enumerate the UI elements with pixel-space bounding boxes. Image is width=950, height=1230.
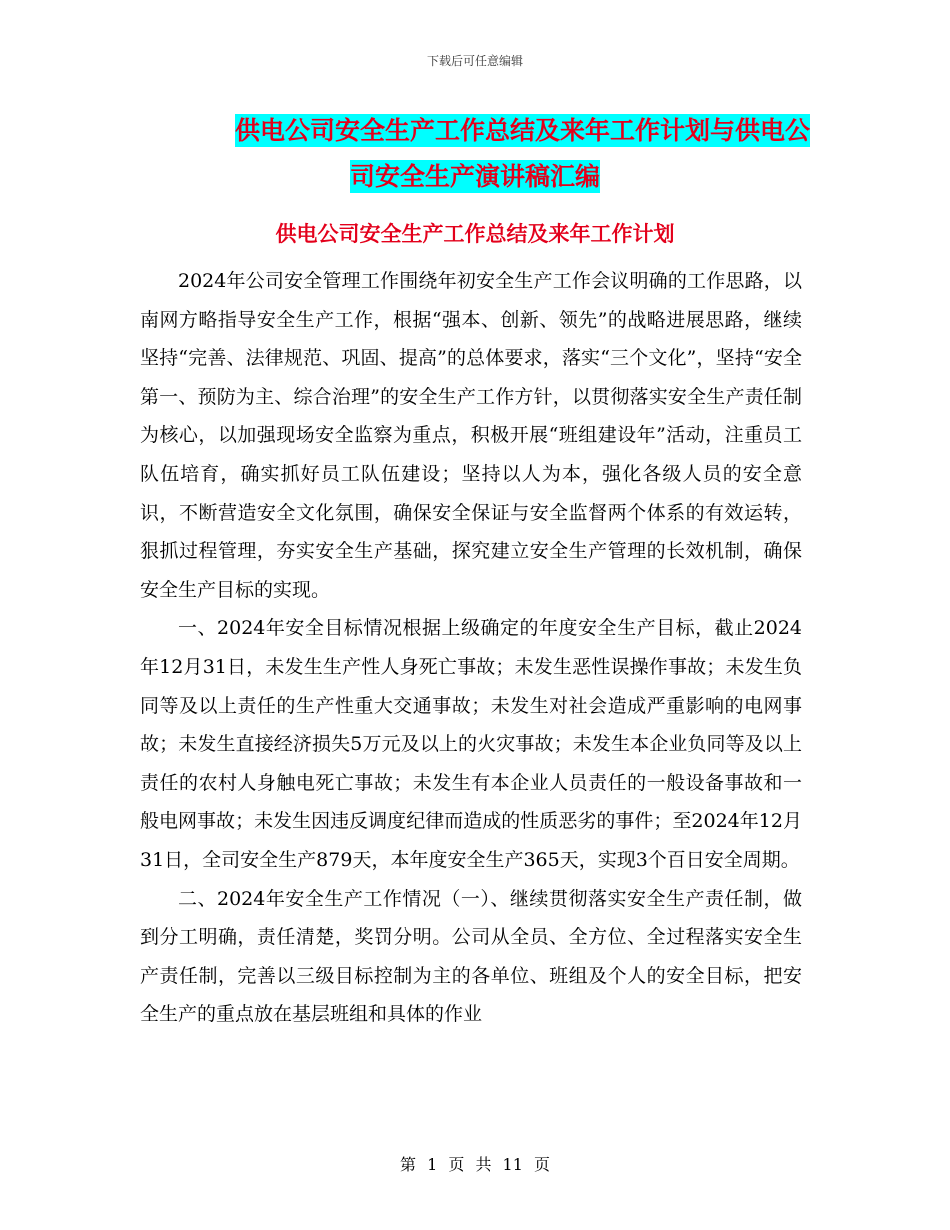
paragraph-safety-goals: 一、2024年安全目标情况根据上级确定的年度安全生产目标，截止2024年12月31日，未发生生产性人身死亡事故；未发生恶性误操作事故；未发生负同等及以上责任的生产性重大交通事故；未发生对社会造成严重影响的电网事故；未发生直接经济损失5万元及以上的火灾事故；未发生本企业负同等及以上责任的农村人身触电死亡事故；未发生有本企业人员责任的一般设备事故和一般电网事故；未发生因违反调度纪律而造成的性质恶劣的事件；至2024年12月31日，全司安全生产879天，本年度安全生产365天，实现3个百日安全周期。: [140, 617, 802, 871]
paragraph-intro: 2024年公司安全管理工作围绕年初安全生产工作会议明确的工作思路，以南网方略指导安全生产工作，根据“强本、创新、领先”的战略进展思路，继续坚持“完善、法律规范、巩固、提高”的总体要求，落实“三个文化”，坚持“安全第一、预防为主、综合治理”的安全生产工作方针，以贯彻落实安全生产责任制为核心，以加强现场安全监察为重点，积极开展“班组建设年”活动，注重员工队伍培育，确实抓好员工队伍建设；坚持以人为本，强化各级人员的安全意识，不断营造安全文化氛围，确保安全保证与安全监督两个体系的有效运转，狠抓过程管理，夯实安全生产基础，探究建立安全生产管理的长效机制，确保安全生产目标的实现。: [140, 270, 802, 601]
main-title-line-1: 供电公司安全生产工作总结及来年工作计划与供电公: [234, 116, 810, 145]
page-footer: 第 1 页 共 11 页: [400, 1155, 550, 1174]
header-note: 下载后可任意编辑: [426, 54, 523, 68]
body-text: [140, 262, 802, 1034]
main-title-line-2: 司安全生产演讲稿汇编: [349, 162, 600, 191]
paragraph-work-status: 二、2024年安全生产工作情况（一）、继续贯彻落实安全生产责任制，做到分工明确，责任清楚，奖罚分明。公司从全员、全方位、全过程落实安全生产责任制，完善以三级目标控制为主的各单位、班组及个人的安全目标，把安全生产的重点放在基层班组和具体的作业: [140, 887, 802, 1026]
main-title: [140, 108, 810, 200]
section-title: 供电公司安全生产工作总结及来年工作计划: [275, 222, 675, 246]
